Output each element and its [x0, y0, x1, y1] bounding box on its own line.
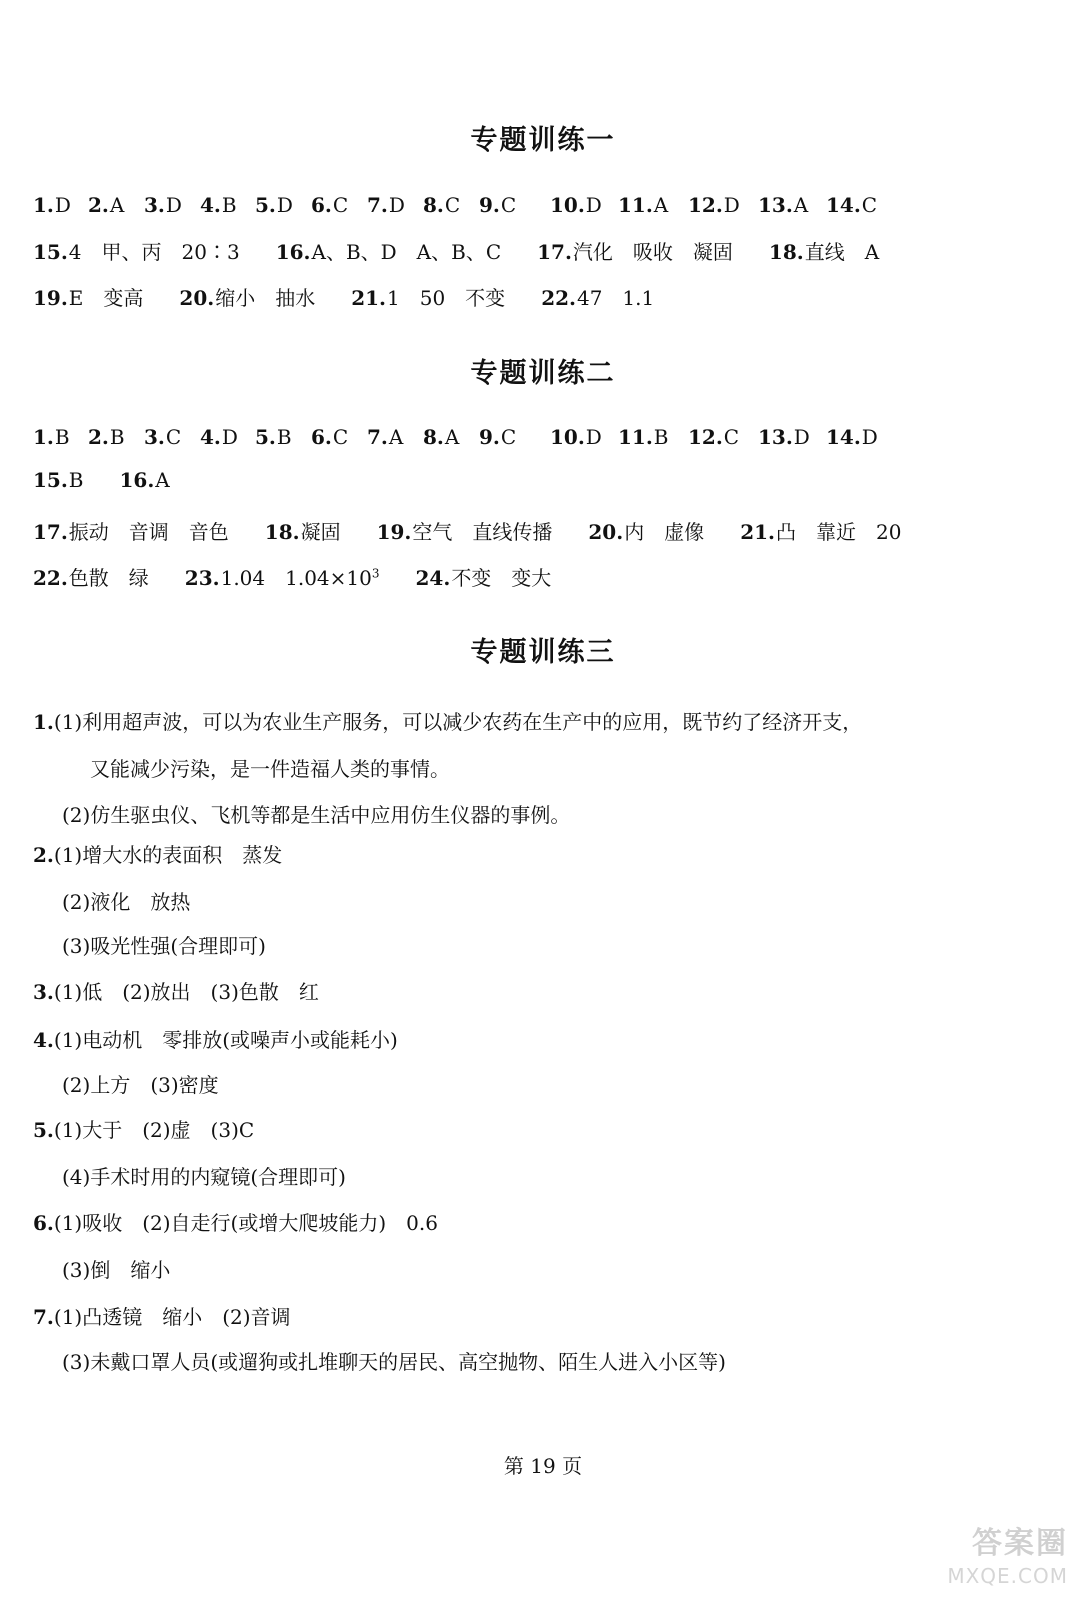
question-number: 22. [33, 566, 68, 590]
answer-row [33, 281, 654, 315]
answer-text: 又能减少污染，是一件造福人类的事情。 [90, 757, 450, 781]
answer-line [33, 838, 282, 872]
question-number: 18. [768, 240, 804, 264]
answer-line [62, 1068, 219, 1102]
question-number: 20. [179, 286, 215, 310]
answer-item [265, 515, 341, 549]
answer-value: 色散 绿 [68, 566, 149, 590]
answer-value: E 变高 [68, 286, 144, 310]
answer-value: D [793, 425, 810, 449]
answer-value: D [861, 425, 878, 449]
answer-item [550, 420, 602, 454]
answer-value: C [500, 425, 517, 449]
answer-item [276, 235, 501, 269]
answer-row [33, 235, 879, 269]
answer-row [33, 463, 170, 497]
watermark-logo: 答案圈 [972, 1526, 1068, 1561]
question-number: 14. [826, 425, 861, 449]
answer-value: 空气 直线传播 [412, 520, 553, 544]
answer-value: D [276, 193, 293, 217]
answer-item [179, 281, 315, 315]
question-number: 4. [33, 1028, 54, 1052]
answer-text: (4)手术时用的内窥镜(合理即可) [62, 1165, 346, 1189]
page-number: 第 19 页 [503, 1454, 583, 1478]
question-number: 10. [550, 193, 585, 217]
answer-item [33, 420, 70, 454]
answer-value: A [793, 193, 809, 217]
answer-item [550, 188, 602, 222]
answer-line [62, 1345, 726, 1379]
answer-item [33, 281, 143, 315]
question-number: 9. [479, 193, 500, 217]
answer-value: A [388, 425, 404, 449]
answer-item [88, 188, 124, 222]
question-number: 2. [88, 425, 109, 449]
question-number: 15. [33, 468, 68, 492]
answer-value: B [653, 425, 669, 449]
question-number: 8. [423, 193, 444, 217]
answer-line [62, 798, 570, 832]
answer-item [537, 235, 733, 269]
question-number: 20. [588, 520, 624, 544]
question-number: 3. [144, 425, 165, 449]
answer-value: 缩小 抽水 [215, 286, 316, 310]
answer-value: C [165, 425, 182, 449]
answer-item [541, 281, 654, 315]
answer-line [33, 1113, 254, 1147]
question-number: 19. [376, 520, 412, 544]
answer-item [618, 420, 669, 454]
question-number: 21. [740, 520, 775, 544]
answer-item [367, 188, 405, 222]
answer-item [200, 188, 237, 222]
answer-item [144, 420, 181, 454]
answer-value: B [109, 425, 125, 449]
question-number: 3. [144, 193, 165, 217]
answer-value: C [332, 193, 349, 217]
question-number: 2. [33, 843, 54, 867]
answer-item [688, 188, 740, 222]
question-number: 5. [255, 425, 276, 449]
question-number: 7. [367, 425, 388, 449]
answer-item [826, 420, 878, 454]
answer-item [88, 420, 125, 454]
answer-value: C [444, 193, 461, 217]
answer-item [416, 561, 552, 595]
answer-value: 凝固 [300, 520, 341, 544]
answer-line [33, 1023, 398, 1057]
answer-text: (1)利用超声波，可以为农业生产服务，可以减少农药在生产中的应用，既节约了经济开支， [53, 710, 863, 734]
question-number: 11. [618, 193, 653, 217]
answer-text: (2)仿生驱虫仪、飞机等都是生活中应用仿生仪器的事例。 [62, 803, 571, 827]
question-number: 16. [275, 240, 311, 264]
answer-item [588, 515, 704, 549]
answer-text: (1)大于 (2)虚 (3)C [53, 1118, 255, 1142]
answer-line [62, 885, 190, 919]
question-number: 21. [351, 286, 386, 310]
answer-item [826, 188, 877, 222]
answer-value: A [109, 193, 125, 217]
answer-value: A [653, 193, 669, 217]
question-number: 4. [200, 425, 221, 449]
question-number: 12. [688, 425, 723, 449]
answer-item [423, 420, 459, 454]
answer-value: D [54, 193, 71, 217]
question-number: 6. [33, 1211, 54, 1235]
answer-value: A、B、D A、B、C [311, 240, 502, 264]
answer-item [311, 420, 348, 454]
answer-line [33, 705, 862, 739]
answer-item [688, 420, 739, 454]
answer-value: D [165, 193, 182, 217]
answer-item [367, 420, 403, 454]
answer-value: 1.04 $1.04\times 10^3$ [220, 566, 380, 590]
answer-line [62, 1160, 346, 1194]
answer-value: C [723, 425, 740, 449]
answer-item [423, 188, 460, 222]
answer-item [758, 188, 808, 222]
section-title-1: 专题训练一 [470, 125, 616, 156]
question-number: 13. [758, 193, 793, 217]
answer-item [311, 188, 348, 222]
answer-value: 不变 变大 [451, 566, 552, 590]
answer-value: A [444, 425, 460, 449]
answer-value: C [861, 193, 878, 217]
answer-item [618, 188, 668, 222]
answer-value: B [276, 425, 292, 449]
watermark-url: MXQE.COM [947, 1564, 1068, 1588]
answer-value: 4 甲、丙 20∶3 [68, 240, 240, 264]
question-number: 13. [758, 425, 793, 449]
question-number: 19. [33, 286, 68, 310]
answer-item [769, 235, 879, 269]
question-number: 10. [550, 425, 585, 449]
answer-text: (1)吸收 (2)自走行(或增大爬坡能力) 0.6 [53, 1211, 438, 1235]
question-number: 17. [537, 240, 572, 264]
answer-item [740, 515, 901, 549]
answer-item [120, 463, 170, 497]
answer-value: B [68, 468, 84, 492]
answer-value: A [155, 468, 170, 492]
question-number: 14. [826, 193, 861, 217]
question-number: 3. [33, 980, 54, 1004]
question-number: 24. [415, 566, 451, 590]
question-number: 4. [200, 193, 221, 217]
answer-item [144, 188, 182, 222]
answer-text: (1)增大水的表面积 蒸发 [53, 843, 283, 867]
question-number: 17. [33, 520, 68, 544]
question-number: 18. [264, 520, 300, 544]
question-number: 5. [33, 1118, 54, 1142]
answer-value: 47 1.1 [576, 286, 655, 310]
answer-text: (3)倒 缩小 [62, 1258, 171, 1282]
answer-text: (2)上方 (3)密度 [62, 1073, 219, 1097]
question-number: 2. [88, 193, 109, 217]
answer-value: B [221, 193, 237, 217]
answer-item [200, 420, 238, 454]
section-title-2: 专题训练二 [470, 358, 616, 389]
question-number: 7. [33, 1305, 54, 1329]
answer-item [351, 281, 505, 315]
answer-value: 振动 音调 音色 [68, 520, 229, 544]
answer-row [33, 561, 551, 595]
question-number: 1. [33, 710, 54, 734]
answer-item [255, 188, 293, 222]
answer-text: (1)电动机 零排放(或噪声小或能耗小) [53, 1028, 398, 1052]
answer-line [33, 1206, 438, 1240]
question-number: 6. [311, 193, 332, 217]
answer-line [62, 1253, 170, 1287]
question-number: 12. [688, 193, 723, 217]
answer-item [33, 235, 240, 269]
answer-value: D [585, 193, 602, 217]
answer-item [33, 561, 149, 595]
answer-value: 直线 A [804, 240, 880, 264]
answer-text: (1)凸透镜 缩小 (2)音调 [53, 1305, 291, 1329]
answer-value: D [723, 193, 740, 217]
answer-item [255, 420, 292, 454]
answer-item [33, 188, 71, 222]
answer-item [33, 463, 84, 497]
question-number: 15. [33, 240, 68, 264]
answer-value: 汽化 吸收 凝固 [572, 240, 733, 264]
answer-row [33, 515, 901, 549]
question-number: 16. [119, 468, 155, 492]
answer-item [758, 420, 810, 454]
answer-line [62, 929, 266, 963]
watermark [922, 1518, 1068, 1588]
answer-value: C [332, 425, 349, 449]
answer-text: (3)未戴口罩人员(或遛狗或扎堆聊天的居民、高空抛物、陌生人进入小区等) [62, 1350, 726, 1374]
answer-value: B [54, 425, 70, 449]
question-number: 5. [255, 193, 276, 217]
answer-text: (3)吸光性强(合理即可) [62, 934, 266, 958]
question-number: 1. [33, 425, 54, 449]
answer-value: 1 50 不变 [387, 286, 506, 310]
question-number: 1. [33, 193, 54, 217]
answer-item [33, 515, 229, 549]
answer-item [479, 188, 516, 222]
answer-line [90, 752, 450, 786]
question-number: 23. [184, 566, 220, 590]
answer-text: (2)液化 放热 [62, 890, 191, 914]
question-number: 6. [311, 425, 332, 449]
answer-value: 凸 靠近 20 [775, 520, 902, 544]
question-number: 22. [541, 286, 576, 310]
answer-value: D [221, 425, 238, 449]
answer-value: D [585, 425, 602, 449]
answer-line [33, 1300, 291, 1334]
question-number: 7. [367, 193, 388, 217]
answer-line [33, 975, 319, 1009]
section-title-3: 专题训练三 [470, 637, 616, 668]
answer-value: C [500, 193, 517, 217]
question-number: 8. [423, 425, 444, 449]
answer-text: (1)低 (2)放出 (3)色散 红 [53, 980, 319, 1004]
question-number: 9. [479, 425, 500, 449]
answer-item [479, 420, 516, 454]
answer-item [185, 561, 380, 595]
answer-value: D [388, 193, 405, 217]
question-number: 11. [618, 425, 653, 449]
answer-value: 内 虚像 [624, 520, 705, 544]
answer-item [377, 515, 553, 549]
